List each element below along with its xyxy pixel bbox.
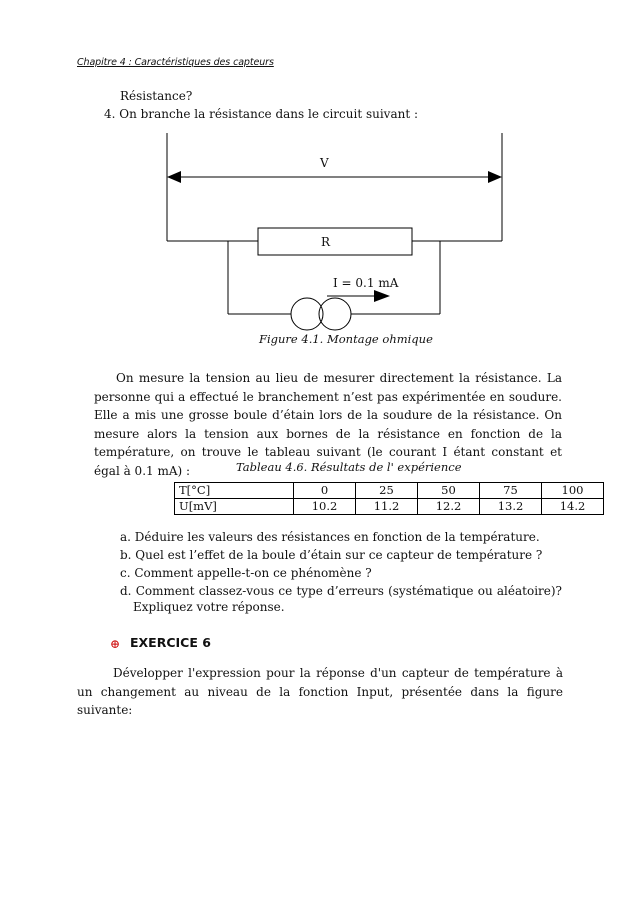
table-cell: 12.2 <box>418 499 480 515</box>
question-d-continued: Expliquez votre réponse. <box>133 600 285 614</box>
table-cell: 10.2 <box>294 499 356 515</box>
circuit-diagram <box>0 0 638 340</box>
intro-line-1: Résistance? <box>120 89 193 103</box>
table-cell: 11.2 <box>356 499 418 515</box>
table-cell: 13.2 <box>480 499 542 515</box>
current-label: I = 0.1 mA <box>333 276 399 290</box>
table-row <box>175 499 604 515</box>
table-row-header: U[mV] <box>175 499 294 515</box>
table-cell: 75 <box>480 483 542 499</box>
chapter-header: Chapitre 4 : Caractéristiques des capteurs <box>77 57 274 68</box>
question-d: d. Comment classez-vous ce type d’erreurs (systématique ou aléatoire)? <box>120 584 562 598</box>
resistor-label: R <box>321 235 331 249</box>
resistor <box>258 228 412 255</box>
voltage-arrow-left <box>167 171 181 183</box>
paragraph-2: Développer l'expression pour la réponse d'un capteur de température à un changement au niveau de la fonction Input, présentée dans la figure suivante: <box>77 666 563 717</box>
table-cell: 0 <box>294 483 356 499</box>
table-cell: 14.2 <box>542 499 604 515</box>
exercise-title: EXERCICE 6 <box>130 635 211 650</box>
paragraph-1: On mesure la tension au lieu de mesurer directement la résistance. La personne qui a effectué le branchement n’est pas expérimentée en soudure. Elle a mis une grosse boule d’étain lors de la soudure de la résistance. On mesure alors la tension aux bornes de la résistance en fonction de la température, on trouve le tableau suivant (le courant I étant constant et égal à 0.1 mA) : <box>94 371 562 478</box>
intro-line-2: 4. On branche la résistance dans le circuit suivant : <box>104 107 419 121</box>
results-table <box>174 482 604 515</box>
table-row-header: T[°C] <box>175 483 294 499</box>
voltage-label: V <box>320 156 329 170</box>
source-circle-left <box>291 298 323 330</box>
table-cell: 25 <box>356 483 418 499</box>
source-circle-right <box>319 298 351 330</box>
table-cell: 100 <box>542 483 604 499</box>
question-a: a. Déduire les valeurs des résistances en fonction de la température. <box>120 530 540 544</box>
crosshair-bullet-icon: ⊕ <box>110 637 121 651</box>
question-b: b. Quel est l’effet de la boule d’étain sur ce capteur de température ? <box>120 548 543 562</box>
table-row <box>175 483 604 499</box>
question-c: c. Comment appelle-t-on ce phénomène ? <box>120 566 372 580</box>
table-cell: 50 <box>418 483 480 499</box>
table-caption: Tableau 4.6. Résultats de l' expérience <box>236 460 462 474</box>
voltage-arrow-right <box>488 171 502 183</box>
figure-caption: Figure 4.1. Montage ohmique <box>259 332 433 346</box>
